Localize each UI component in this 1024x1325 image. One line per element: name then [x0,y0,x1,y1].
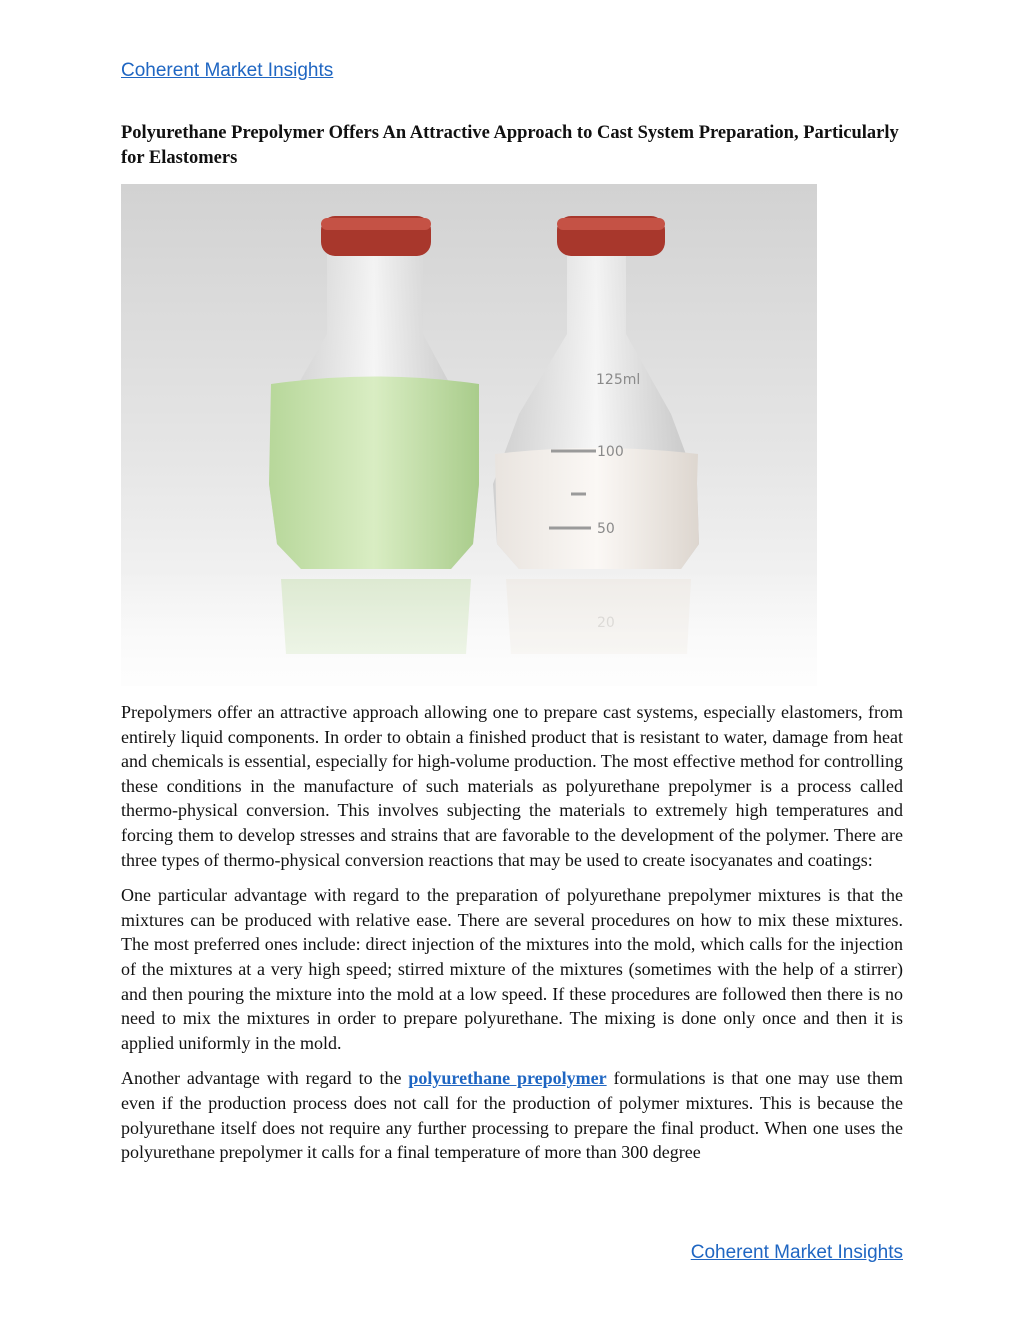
footer-site-link[interactable]: Coherent Market Insights [690,1242,903,1263]
paragraph-3-after: formulations is that one may use them even if the production process does not call for the production of polymer mixtures. This is because the polyurethane itself does not require any further processing to prepare the final product. When one uses the polyurethane prepolymer it calls for a final temperature of more than 300 degree [121,1068,903,1163]
polyurethane-prepolymer-link[interactable]: polyurethane prepolymer [408,1068,607,1089]
header-site-link[interactable]: Coherent Market Insights [121,60,334,81]
flasks-photo [121,184,817,686]
article-body [121,700,903,1176]
flask-label-50: 50 [597,521,615,537]
paragraph-2: One particular advantage with regard to the preparation of polyurethane prepolymer mixtures is that the mixtures can be produced with relative ease. There are several procedures on how to mix these mixtures. The most preferred ones include: direct injection of the mixtures into the mold, which calls for the injection of the mixtures at a very high speed; stirred mixture of the mixtures (sometimes with the help of a stirrer) and then pouring the mixture into the mold at a low speed. If these procedures are followed then there is no need to mix the mixtures in order to prepare polyurethane. The mixing is done only once and then it is applied uniformly in the mold. [121,885,903,1053]
paragraph-1: Prepolymers offer an attractive approach allowing one to prepare cast systems, especially elastomers, from entirely liquid components. In order to obtain a finished product that is resistant to water, damage from heat and chemicals is essential, especially for high-volume production. The most effective method for controlling these conditions in the manufacture of such materials as polyurethane prepolymer is a process called thermo-physical conversion. This involves subjecting the materials to extremely high temperatures and forcing them to develop stresses and strains that are favorable to the development of the polymer. There are three types of thermo-physical conversion reactions that may be used to create isocyanates and coatings: [121,702,903,870]
flask-label-100: 100 [597,444,624,460]
paragraph-3 [121,1066,903,1164]
article-title: Polyurethane Prepolymer Offers An Attractive Approach to Cast System Preparation, Particularly for Elastomers [121,123,899,168]
paragraph-3-before: Another advantage with regard to the [121,1068,409,1089]
flask-label-125: 125ml [596,372,641,388]
